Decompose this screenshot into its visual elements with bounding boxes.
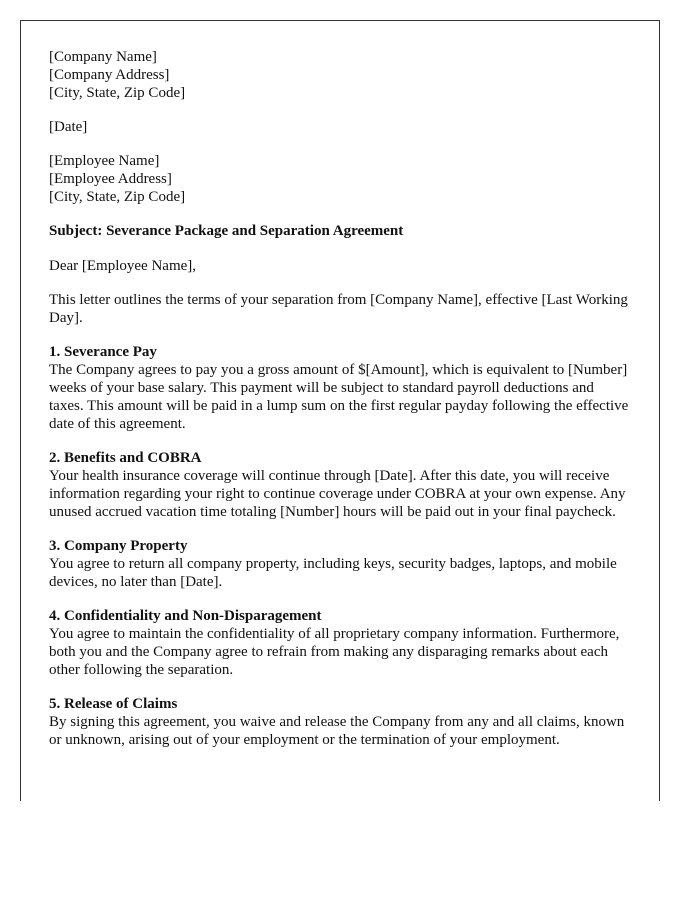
section-heading: 3. Company Property bbox=[49, 538, 188, 554]
section-body: You agree to return all company property, including keys, security badges, laptops, and mobile devices, no later than [Date]. bbox=[49, 556, 617, 590]
section-heading: 5. Release of Claims bbox=[49, 696, 178, 712]
recipient-name: [Employee Name] bbox=[49, 153, 160, 169]
section-body: The Company agrees to pay you a gross amount of $[Amount], which is equivalent to [Number] weeks of your base salary. This payment will be subject to standard payroll deductions and taxes. This amount will be paid in a lump sum on the first regular payday following the effective date of this agreement. bbox=[49, 362, 629, 432]
section-body: You agree to maintain the confidentiality of all proprietary company information. Furthermore, both you and the Company agree to refrain from making any disparaging remarks about each other following the separation. bbox=[49, 626, 620, 678]
section-body: Your health insurance coverage will continue through [Date]. After this date, you will receive information regarding your right to continue coverage under COBRA at your own expense. Any unused accrued vacation time totaling [Number] hours will be paid out in your final paycheck. bbox=[49, 468, 626, 520]
section-company-property bbox=[49, 537, 631, 591]
section-body: By signing this agreement, you waive and release the Company from any and all claims, known or unknown, arising out of your employment or the termination of your employment. bbox=[49, 714, 625, 748]
sender-company-name: [Company Name] bbox=[49, 49, 157, 65]
section-benefits-cobra bbox=[49, 449, 631, 521]
section-heading: 2. Benefits and COBRA bbox=[49, 450, 202, 466]
section-heading: 1. Severance Pay bbox=[49, 344, 157, 360]
sender-city-state-zip: [City, State, Zip Code] bbox=[49, 85, 186, 101]
recipient-address bbox=[49, 152, 631, 206]
recipient-address-line: [Employee Address] bbox=[49, 171, 172, 187]
sender-address bbox=[49, 48, 631, 102]
subject-line: Subject: Severance Package and Separation Agreement bbox=[49, 223, 404, 239]
section-heading: 4. Confidentiality and Non-Disparagement bbox=[49, 608, 322, 624]
section-release-of-claims bbox=[49, 695, 631, 749]
letter-page bbox=[20, 20, 660, 801]
intro-paragraph: This letter outlines the terms of your separation from [Company Name], effective [Last Working Day]. bbox=[49, 292, 628, 326]
section-confidentiality bbox=[49, 607, 631, 679]
salutation: Dear [Employee Name], bbox=[49, 258, 197, 274]
section-severance-pay bbox=[49, 343, 631, 433]
letter-date: [Date] bbox=[49, 119, 88, 135]
sender-company-address: [Company Address] bbox=[49, 67, 170, 83]
recipient-city-state-zip: [City, State, Zip Code] bbox=[49, 189, 186, 205]
